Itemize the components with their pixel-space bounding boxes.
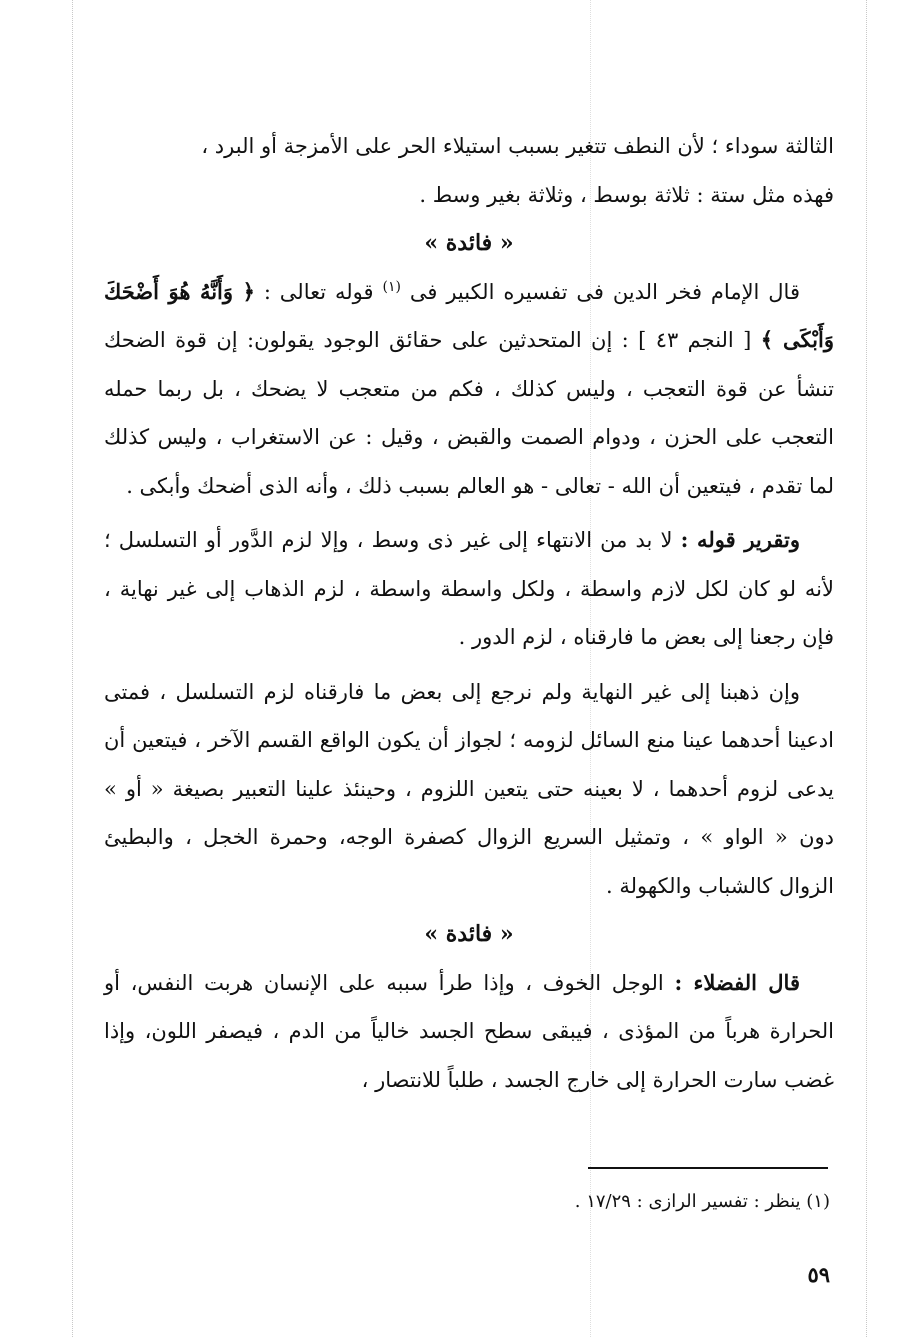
paragraph-4 (104, 668, 834, 911)
page-number: ٥٩ (807, 1262, 830, 1287)
paragraph-3 (104, 516, 834, 662)
paragraph-2 (104, 268, 834, 511)
paragraph-5-body: الوجل الخوف ، وإذا طرأ سببه على الإنسان هربت النفس، أو الحرارة هرباً من المؤذى ، فيبقى سطح الجسد خالياً من الدم ، فيصفر اللون، وإذا غضب سارت الحرارة إلى خارج الجسد ، طلباً للانتصار ، (104, 970, 834, 1092)
footnote: (١) ينظر : تفسير الرازى : ١٧/٢٩ . (574, 1191, 830, 1212)
paragraph-1 (104, 122, 834, 219)
paragraph-5 (104, 959, 834, 1105)
paragraph-2-intro: قال الإمام فخر الدين فى تفسيره الكبير فى (409, 279, 800, 304)
footnote-separator (588, 1167, 828, 1169)
footnote-reference: (١) (382, 278, 401, 295)
paragraph-2-intro-cont: قوله تعالى : (263, 279, 374, 304)
section-heading-fa-ida-2: « فائدة » (424, 921, 514, 947)
quran-verse: ﴿ وَأَنَّهُ هُوَ أَضْحَكَ وَأَبْكَى ﴾ (104, 278, 834, 352)
paragraph-4-body: وإن ذهبنا إلى غير النهاية ولم نرجع إلى بعض ما فارقناه لزم التسلسل ، فمتى ادعينا أحدهما عينا منع السائل لزومه ؛ لجواز أن يكون الواقع القسم الآخر ، فيتعين أن يدعى لزوم أحدهما ، لا بعينه حتى يتعين اللزوم ، وحينئذ علينا التعبير بصيغة « أو » دون « الواو » ، وتمثيل السريع الزوال كصفرة الوجه، وحمرة الخجل ، والبطيئ الزوال كالشباب والكهولة . (104, 679, 834, 898)
scan-fold-line-right (866, 0, 867, 1337)
main-text (104, 122, 834, 1104)
paragraph-3-lead: وتقرير قوله : (680, 527, 800, 552)
paragraph-1-line-2: فهذه مثل ستة : ثلاثة بوسط ، وثلاثة بغير وسط . (419, 182, 834, 207)
paragraph-2-body: [ النجم ٤٣ ] : إن المتحدثين على حقائق الوجود يقولون: إن قوة الضحك تنشأ عن قوة التعجب ، وليس كذلك ، فكم من متعجب لا يضحك ، بل ربما حمله التعجب على الحزن ، ودوام الصمت والقبض ، وقيل : عن الاستغراب ، وليس كذلك لما تقدم ، فيتعين أن الله - تعالى - هو العالم بسبب ذلك ، وأنه الذى أضحك وأبكى . (104, 328, 834, 498)
paragraph-3-body: لا بد من الانتهاء إلى غير ذى وسط ، وإلا لزم الدَّور أو التسلسل ؛ لأنه لو كان لكل لازم واسطة ، ولكل واسطة واسطة ، لزم الذهاب إلى غير نهاية ، فإن رجعنا إلى بعض ما فارقناه ، لزم الدور . (104, 528, 834, 649)
scan-fold-line-left (72, 0, 73, 1337)
paragraph-1-line-1: الثالثة سوداء ؛ لأن النطف تتغير بسبب استيلاء الحر على الأمزجة أو البرد ، (201, 134, 834, 158)
paragraph-5-lead: قال الفضلاء : (674, 969, 800, 995)
section-heading-fa-ida-1: « فائدة » (424, 230, 514, 256)
